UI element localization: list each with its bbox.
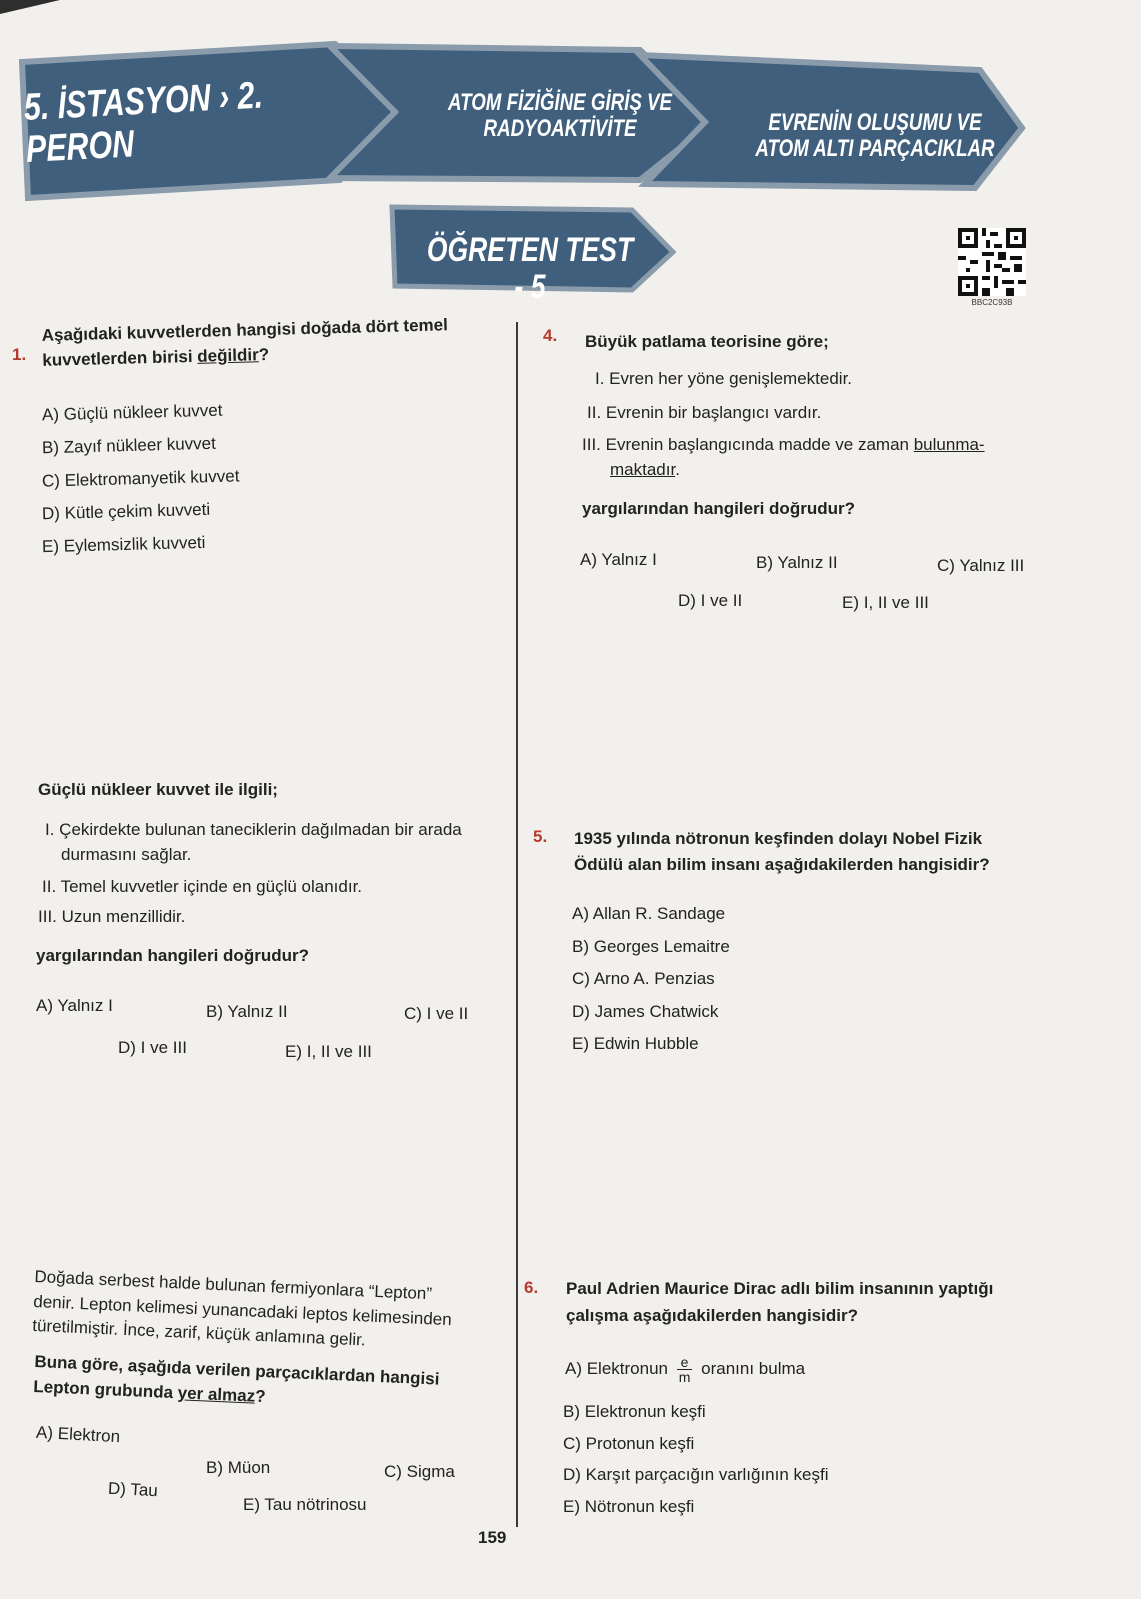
q3-question-text: Buna göre, aşağıda verilen parçacıklardan hangisi Lepton grubunda [33, 1351, 440, 1402]
q2-question: yargılarından hangileri doğrudur? [36, 946, 309, 965]
q2-option-d[interactable]: D) I ve III [118, 1038, 187, 1057]
q4-number: 4. [543, 326, 558, 345]
q4-option-e[interactable]: E) I, II ve III [842, 593, 929, 612]
q3-option-b[interactable]: B) Müon [206, 1458, 271, 1477]
q1-stem-emphasis: değildir [197, 344, 259, 366]
q6-number: 6. [524, 1278, 539, 1297]
q2-option-e[interactable]: E) I, II ve III [285, 1042, 372, 1061]
q4-item-3-text: Evrenin başlangıcında madde ve zaman [605, 435, 914, 454]
q3-option-d[interactable]: D) Tau [107, 1478, 159, 1501]
q1-option-a[interactable]: A) Güçlü nükleer kuvvet [41, 400, 223, 425]
q2-option-c[interactable]: C) I ve II [404, 1004, 469, 1023]
q6-stem: Paul Adrien Maurice Dirac adlı bilim insanının yaptığı çalışma aşağıdakilerden hangisidir? [566, 1279, 994, 1326]
q2-item-2: II. Temel kuvvetler içinde en güçlü olanıdır. [42, 877, 363, 896]
q1-option-d[interactable]: D) Kütle çekim kuvveti [41, 499, 211, 524]
qr-code-label: BBC2C93B [971, 298, 1013, 307]
q6-option-a-text-end: oranını bulma [701, 1358, 806, 1378]
q6-option-a[interactable] [565, 1355, 805, 1384]
page-number: 159 [478, 1528, 507, 1547]
q6-option-a-text: A) Elektronun [565, 1358, 668, 1378]
test-title: ÖĞRETEN TEST - 5 [426, 231, 634, 307]
q3-option-a[interactable]: A) Elektron [35, 1422, 121, 1447]
q1-stem [41, 312, 492, 373]
qr-code-block[interactable] [958, 228, 1026, 308]
q2-item-3: III. Uzun menzillidir. [38, 907, 186, 926]
q6-option-b[interactable]: B) Elektronun keşfi [563, 1402, 706, 1421]
q4-item-3-emphasis-2: maktadır [610, 459, 676, 479]
q3-option-e[interactable]: E) Tau nötrinosu [243, 1495, 367, 1514]
q2-item-1: I. Çekirdekte bulunan taneciklerin dağılmadan bir arada durmasını sağlar. [45, 820, 462, 864]
topic-atom-physics: ATOM FİZİĞİNE GİRİŞ VE RADYOAKTİVİTE [448, 89, 672, 143]
qr-code-icon [958, 228, 1026, 296]
q5-stem: 1935 yılında nötronun keşfinden dolayı Nobel Fizik Ödülü alan bilim insanı aşağıdakilerden hangisidir? [574, 829, 990, 875]
q3-option-c[interactable]: C) Sigma [384, 1462, 455, 1481]
column-divider [516, 322, 518, 1527]
q3-question-emphasis: yer almaz [177, 1382, 256, 1406]
fraction-numerator: e [677, 1355, 693, 1370]
q5-number: 5. [533, 827, 548, 846]
q2-stem: Güçlü nükleer kuvvet ile ilgili; [38, 780, 278, 799]
fraction-denominator: m [678, 1369, 691, 1385]
q6-option-e[interactable]: E) Nötronun keşfi [563, 1497, 695, 1516]
q4-item-3 [582, 433, 1032, 482]
q4-item-3-end: . [675, 459, 680, 479]
q5-option-e[interactable]: E) Edwin Hubble [572, 1034, 699, 1053]
q2-option-a[interactable]: A) Yalnız I [36, 996, 113, 1015]
q2-option-b[interactable]: B) Yalnız II [206, 1002, 288, 1021]
q3-question [33, 1350, 475, 1418]
q1-option-c[interactable]: C) Elektromanyetik kuvvet [41, 466, 240, 491]
q1-number: 1. [12, 345, 27, 364]
q1-option-b[interactable]: B) Zayıf nükleer kuvvet [41, 433, 217, 458]
q3-question-end: ? [254, 1386, 266, 1406]
q4-option-c[interactable]: C) Yalnız III [937, 556, 1025, 575]
q1-option-e[interactable]: E) Eylemsizlik kuvveti [41, 532, 206, 557]
q5-option-a[interactable]: A) Allan R. Sandage [572, 904, 726, 923]
q4-item-2: II. Evrenin bir başlangıcı vardır. [587, 403, 822, 422]
q4-item-3-number: III. [582, 435, 601, 454]
q1-stem-end: ? [258, 344, 270, 364]
q4-option-a[interactable]: A) Yalnız I [580, 550, 657, 569]
q4-question: yargılarından hangileri doğrudur? [582, 499, 855, 518]
q4-item-1: I. Evren her yöne genişlemektedir. [595, 369, 853, 388]
station-title: 5. İSTASYON › 2. PERON [22, 74, 264, 171]
topic-universe: EVRENİN OLUŞUMU VE ATOM ALTI PARÇACIKLAR [755, 109, 995, 163]
q4-option-b[interactable]: B) Yalnız II [756, 553, 838, 572]
q6-fraction [677, 1355, 693, 1384]
q4-stem: Büyük patlama teorisine göre; [585, 332, 829, 351]
q3-text: Doğada serbest halde bulunan fermiyonlara “Lepton” denir. Lepton kelimesi yunancadaki leptos kelimesinden türetilmiştir. İnce, zarif, küçük anlamına gelir. [31, 1266, 453, 1350]
q4-item-3-emphasis-1: bulunma- [913, 435, 985, 454]
q6-option-d[interactable]: D) Karşıt parçacığın varlığının keşfi [563, 1465, 829, 1484]
q5-option-c[interactable]: C) Arno A. Penzias [572, 969, 715, 988]
q6-option-c[interactable]: C) Protonun keşfi [563, 1434, 695, 1453]
q4-option-d[interactable]: D) I ve II [678, 591, 743, 610]
q1-stem-text: Aşağıdaki kuvvetlerden hangisi doğada dört temel kuvvetlerden birisi [41, 315, 449, 370]
q5-option-d[interactable]: D) James Chatwick [572, 1002, 719, 1021]
q5-option-b[interactable]: B) Georges Lemaitre [572, 937, 730, 956]
